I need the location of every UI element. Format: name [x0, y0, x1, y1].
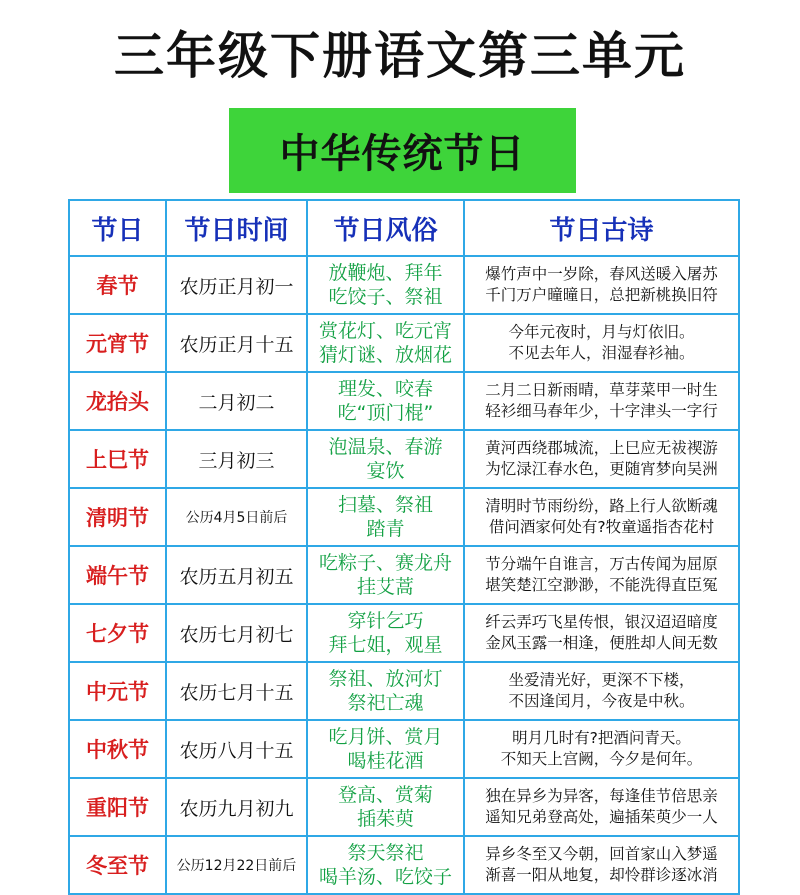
customs-line: 祭祀亡魂: [347, 692, 424, 714]
poem-line: 渐喜一阳从地复，却怜群诊逐冰消: [485, 866, 718, 884]
festival-customs: [307, 256, 464, 314]
poem-line: 节分端午自谁言，万古传闻为屈原: [485, 555, 718, 573]
poem-line: 纤云弄巧飞星传恨，银汉迢迢暗度: [485, 613, 718, 631]
festival-poem: [464, 720, 739, 778]
customs-line: 喝桂花酒: [347, 750, 424, 772]
poem-line: 爆竹声中一岁除，春风送暖入屠苏: [485, 265, 718, 283]
festival-customs: [307, 720, 464, 778]
table-row: [69, 546, 739, 604]
customs-line: 猜灯谜、放烟花: [318, 344, 452, 366]
festival-name: 中元节: [69, 662, 166, 720]
festival-poem: [464, 372, 739, 430]
customs-line: 登高、赏菊: [337, 784, 433, 806]
customs-line: 吃月饼、赏月: [328, 726, 443, 748]
festival-name: 冬至节: [69, 836, 166, 894]
festival-date: 三月初三: [166, 430, 307, 488]
customs-line: 喝羊汤、吃饺子: [318, 866, 452, 888]
festival-poem: [464, 488, 739, 546]
festival-name: 龙抬头: [69, 372, 166, 430]
poem-line: 清明时节雨纷纷，路上行人欲断魂: [485, 497, 718, 515]
customs-line: 吃粽子、赛龙舟: [318, 552, 452, 574]
subtitle-text: 中华传统节日: [279, 131, 526, 177]
customs-line: 拜七姐，观星: [328, 634, 443, 656]
festival-date: 农历八月十五: [166, 720, 307, 778]
festival-customs: [307, 604, 464, 662]
poem-line: 堪笑楚江空渺渺，不能洗得直臣冤: [485, 576, 718, 594]
festival-date: 公历4月5日前后: [166, 488, 307, 546]
festival-poem: [464, 314, 739, 372]
festival-name: 上巳节: [69, 430, 166, 488]
poem-line: 借问酒家何处有?牧童遥指杏花村: [488, 518, 715, 536]
poem-line: 独在异乡为异客，每逢佳节倍思亲: [485, 787, 718, 805]
customs-line: 扫墓、祭祖: [337, 494, 433, 516]
poem-line: 千门万户曈曈日，总把新桃换旧符: [485, 286, 718, 304]
customs-line: 吃“顶门棍”: [337, 402, 434, 424]
festival-poem: [464, 430, 739, 488]
festival-customs: [307, 430, 464, 488]
table-row: [69, 314, 739, 372]
customs-line: 祭天祭祀: [347, 842, 424, 864]
festival-date: 农历正月初一: [166, 256, 307, 314]
festival-date: 农历七月初七: [166, 604, 307, 662]
festival-customs: [307, 488, 464, 546]
customs-line: 泡温泉、春游: [328, 436, 443, 458]
festival-name: 七夕节: [69, 604, 166, 662]
customs-line: 理发、咬春: [337, 378, 433, 400]
festival-customs: [307, 778, 464, 836]
festival-name: 重阳节: [69, 778, 166, 836]
festival-date: 农历正月十五: [166, 314, 307, 372]
subtitle-banner: [229, 108, 576, 193]
poem-line: 金风玉露一相逢，便胜却人间无数: [485, 634, 718, 652]
customs-line: 挂艾蒿: [356, 576, 414, 598]
poem-line: 不见去年人，泪湿春衫袖。: [508, 344, 695, 362]
poem-line: 不知天上宫阙，今夕是何年。: [500, 750, 703, 768]
festival-name: 中秋节: [69, 720, 166, 778]
poem-line: 二月二日新雨晴，草芽菜甲一时生: [485, 381, 718, 399]
table-row: [69, 604, 739, 662]
header-poem: 节日古诗: [464, 200, 739, 256]
poem-line: 遥知兄弟登高处，遍插茱萸少一人: [485, 808, 718, 826]
table-row: [69, 430, 739, 488]
festival-poem: [464, 256, 739, 314]
festival-customs: [307, 546, 464, 604]
festival-poem: [464, 778, 739, 836]
table-row: [69, 372, 739, 430]
poem-line: 为忆渌江春水色，更随宵梦向吴洲: [485, 460, 718, 478]
festival-date: 农历五月初五: [166, 546, 307, 604]
festival-date: 农历七月十五: [166, 662, 307, 720]
festival-name: 清明节: [69, 488, 166, 546]
festival-customs: [307, 836, 464, 894]
festival-date: 二月初二: [166, 372, 307, 430]
customs-line: 吃饺子、祭祖: [328, 286, 443, 308]
festival-name: 元宵节: [69, 314, 166, 372]
poem-line: 异乡冬至又今朝，回首家山入梦遥: [485, 845, 718, 863]
festival-poem: [464, 662, 739, 720]
festival-name: 端午节: [69, 546, 166, 604]
customs-line: 宴饮: [366, 460, 405, 482]
festival-name: 春节: [69, 256, 166, 314]
festival-customs: [307, 662, 464, 720]
customs-line: 祭祖、放河灯: [328, 668, 443, 690]
poem-line: 黄河西绕郡城流，上巳应无祓禊游: [485, 439, 718, 457]
customs-line: 插茱萸: [356, 808, 414, 830]
festival-poem: [464, 604, 739, 662]
festival-customs: [307, 372, 464, 430]
table-row: [69, 488, 739, 546]
festival-date: 公历12月22日前后: [166, 836, 307, 894]
table-row: [69, 778, 739, 836]
festival-table: [68, 199, 740, 895]
poem-line: 轻衫细马春年少，十字津头一字行: [485, 402, 718, 420]
page-title: 三年级下册语文第三单元: [114, 27, 686, 85]
table-row: [69, 836, 739, 894]
customs-line: 踏青: [366, 518, 405, 540]
poem-line: 不因逢闰月，今夜是中秋。: [508, 692, 695, 710]
table-row: [69, 256, 739, 314]
table-row: [69, 662, 739, 720]
poem-line: 坐爱清光好，更深不下楼，: [508, 671, 695, 689]
poem-line: 今年元夜时，月与灯依旧。: [508, 323, 695, 341]
festival-poem: [464, 546, 739, 604]
poem-line: 明月几时有?把酒问青天。: [512, 729, 691, 747]
header-date: 节日时间: [166, 200, 307, 256]
header-customs: 节日风俗: [307, 200, 464, 256]
festival-customs: [307, 314, 464, 372]
customs-line: 赏花灯、吃元宵: [318, 320, 452, 342]
festival-poem: [464, 836, 739, 894]
table-row: [69, 720, 739, 778]
customs-line: 放鞭炮、拜年: [328, 262, 443, 284]
customs-line: 穿针乞巧: [347, 610, 424, 632]
festival-date: 农历九月初九: [166, 778, 307, 836]
table-header-row: [69, 200, 739, 256]
header-festival: 节日: [69, 200, 166, 256]
